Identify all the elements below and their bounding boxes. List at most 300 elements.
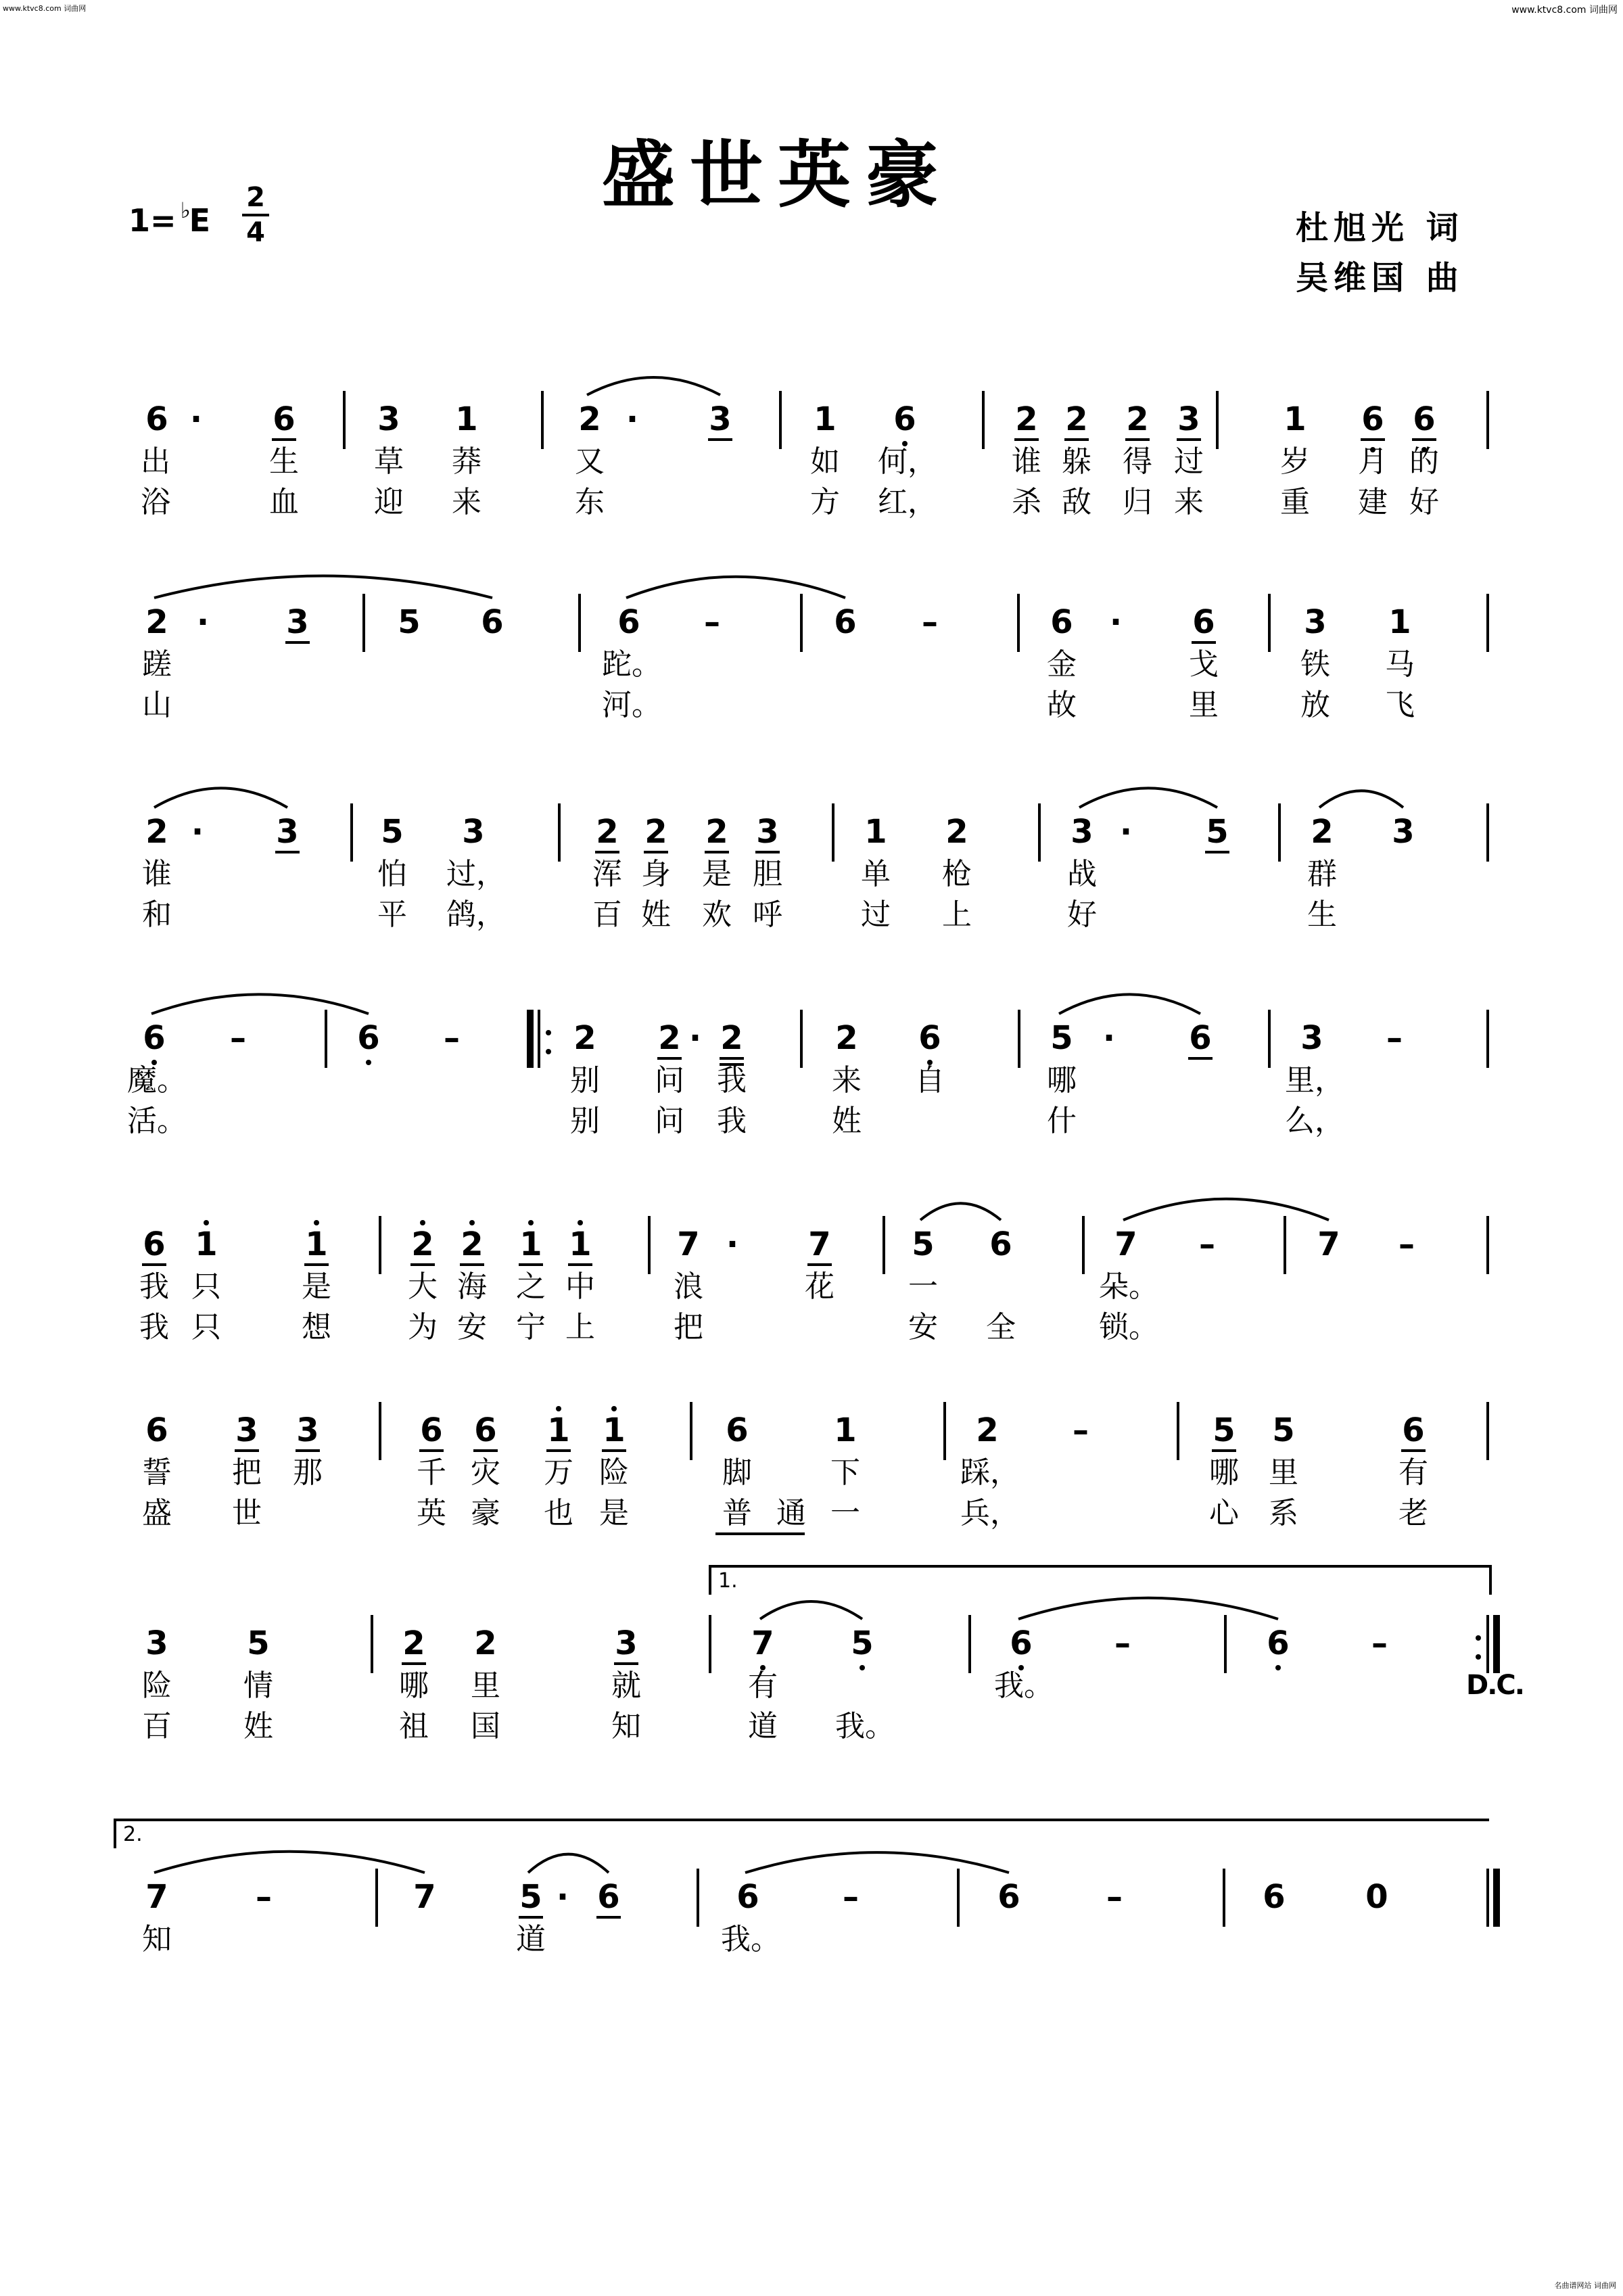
note: 3 bbox=[145, 1624, 168, 1662]
time-signature bbox=[242, 183, 269, 248]
note: 5 bbox=[398, 603, 421, 641]
note: – bbox=[1114, 1624, 1131, 1662]
lyric: 戈 bbox=[1189, 647, 1219, 682]
lyric: 胆 bbox=[753, 857, 782, 891]
lyric: 里 bbox=[1189, 688, 1219, 722]
lyric: 生 bbox=[269, 444, 299, 479]
note: · bbox=[688, 1019, 702, 1057]
underline bbox=[275, 851, 300, 853]
note: 6 bbox=[264, 399, 304, 440]
barline bbox=[779, 391, 782, 449]
underline bbox=[235, 1449, 259, 1452]
note: 2 bbox=[145, 813, 168, 851]
note: · bbox=[626, 400, 639, 438]
lyric: 英 bbox=[417, 1496, 446, 1530]
meter-numerator: 2 bbox=[246, 182, 265, 213]
lyric: 跎。 bbox=[602, 647, 661, 682]
barline bbox=[1268, 594, 1271, 652]
lyric: 情 bbox=[243, 1668, 273, 1703]
barline bbox=[697, 1869, 699, 1927]
lyric: 踩， bbox=[960, 1455, 1020, 1490]
underline bbox=[1014, 438, 1039, 441]
lyric: 里， bbox=[1285, 1063, 1344, 1098]
lyric: 道 bbox=[516, 1922, 546, 1957]
note: 1 bbox=[186, 1224, 227, 1265]
repeat-dot bbox=[546, 1049, 551, 1054]
note: 5 bbox=[1204, 1410, 1244, 1451]
barline bbox=[1278, 803, 1281, 862]
lyric: 为 bbox=[408, 1310, 438, 1344]
note: 6 bbox=[1263, 1878, 1286, 1916]
note: 3 bbox=[277, 602, 318, 642]
note: 7 bbox=[799, 1224, 840, 1265]
lyric: 怕 bbox=[377, 857, 407, 891]
lyric: 百 bbox=[142, 1709, 172, 1743]
note: 6 bbox=[989, 1225, 1012, 1263]
lyric: 和 bbox=[142, 897, 172, 932]
lyric: 有 bbox=[748, 1668, 778, 1703]
note: – bbox=[230, 1019, 246, 1057]
barline bbox=[1082, 1216, 1085, 1274]
underline bbox=[142, 1263, 166, 1266]
watermark-top-left: www.ktvc8.com 词曲网 bbox=[3, 4, 87, 13]
underline bbox=[1125, 438, 1150, 441]
lyric: 枪 bbox=[942, 857, 972, 891]
underline bbox=[595, 851, 619, 853]
note: 2 bbox=[1117, 399, 1158, 440]
octave-dot-low bbox=[366, 1060, 371, 1065]
staff-system bbox=[0, 1823, 1623, 2005]
underline bbox=[519, 1916, 543, 1919]
note: 6 bbox=[481, 603, 504, 641]
underline bbox=[1177, 438, 1201, 441]
underline bbox=[708, 438, 732, 441]
repeat-dot bbox=[1476, 1654, 1481, 1660]
note: · bbox=[1102, 1019, 1116, 1057]
barline-thick bbox=[1493, 1869, 1500, 1927]
octave-dot-high bbox=[578, 1220, 583, 1225]
note: 2 bbox=[1006, 399, 1047, 440]
staff-system bbox=[0, 764, 1623, 940]
underline bbox=[807, 1263, 832, 1266]
note: 6 bbox=[1050, 603, 1073, 641]
lyric: 豪 bbox=[471, 1496, 500, 1530]
note: 2 bbox=[452, 1224, 492, 1265]
lyric: 何， bbox=[878, 444, 937, 479]
lyric: 上 bbox=[565, 1310, 595, 1344]
barline bbox=[1216, 391, 1219, 449]
underline bbox=[473, 1449, 498, 1452]
lyric: 铁 bbox=[1300, 647, 1330, 682]
barline bbox=[541, 391, 544, 449]
lyric: 大 bbox=[408, 1269, 438, 1304]
underline bbox=[304, 1263, 329, 1266]
note: 6 bbox=[617, 603, 640, 641]
lyric: 我 bbox=[139, 1310, 169, 1344]
note: 1 bbox=[511, 1224, 551, 1265]
lyric: 得 bbox=[1123, 444, 1152, 479]
slur bbox=[1073, 770, 1224, 817]
barline bbox=[690, 1402, 692, 1460]
note: – bbox=[444, 1019, 460, 1057]
lyric: 安 bbox=[908, 1310, 938, 1344]
lyric: 我 bbox=[717, 1063, 747, 1098]
note: 7 bbox=[413, 1878, 436, 1916]
note: 6 bbox=[348, 1018, 389, 1058]
note: 2 bbox=[573, 1019, 596, 1057]
note: 2 bbox=[835, 1019, 858, 1057]
note: 3 bbox=[287, 1410, 328, 1451]
note: 7 bbox=[145, 1878, 168, 1916]
barline bbox=[1486, 1216, 1489, 1274]
note: 1 bbox=[455, 400, 478, 438]
volta-number: 2. bbox=[123, 1823, 143, 1846]
lyric: 战 bbox=[1067, 857, 1097, 891]
lyric: 宁 bbox=[516, 1310, 546, 1344]
note: – bbox=[843, 1878, 859, 1916]
lyric: 过 bbox=[1174, 444, 1204, 479]
note: 2 bbox=[474, 1624, 497, 1662]
lyric: 红， bbox=[878, 485, 937, 519]
lyric: 别 bbox=[570, 1063, 600, 1098]
note: – bbox=[1073, 1411, 1089, 1449]
note: 3 bbox=[1071, 813, 1093, 851]
note: 5 bbox=[511, 1877, 551, 1917]
repeat-dot bbox=[546, 1030, 551, 1035]
slur bbox=[147, 560, 499, 607]
barline bbox=[371, 1615, 373, 1673]
lyric: 盛 bbox=[142, 1496, 172, 1530]
note: 2 bbox=[697, 812, 737, 852]
note: 6 bbox=[997, 1878, 1020, 1916]
lyric: 好 bbox=[1409, 485, 1439, 519]
underline bbox=[460, 1263, 484, 1266]
lyric: 锁。 bbox=[1099, 1310, 1158, 1344]
lyric: 身 bbox=[641, 857, 671, 891]
lyric: 安 bbox=[457, 1310, 487, 1344]
lyric: 一 bbox=[908, 1269, 938, 1304]
note: 6 bbox=[465, 1410, 506, 1451]
octave-dot-high bbox=[611, 1406, 617, 1411]
lyric: 里 bbox=[471, 1668, 500, 1703]
lyric: 道 bbox=[748, 1709, 778, 1743]
octave-dot-high bbox=[204, 1220, 209, 1225]
lyric: 过 bbox=[861, 897, 891, 932]
lyric: 飞 bbox=[1385, 688, 1415, 722]
staff-system bbox=[0, 1177, 1623, 1353]
barline bbox=[538, 1010, 540, 1068]
underline bbox=[1205, 851, 1229, 853]
lyric: 是 bbox=[702, 857, 732, 891]
lyric: 放 bbox=[1300, 688, 1330, 722]
underline bbox=[614, 1662, 638, 1665]
lyric: 么， bbox=[1285, 1104, 1344, 1138]
slur bbox=[1052, 976, 1207, 1023]
note: 7 bbox=[743, 1623, 783, 1664]
lyric: 草 bbox=[374, 444, 404, 479]
underline bbox=[402, 1662, 426, 1665]
note: 3 bbox=[606, 1623, 646, 1664]
note: – bbox=[1199, 1225, 1215, 1263]
lyric: 世 bbox=[232, 1496, 262, 1530]
lyric: 心 bbox=[1209, 1496, 1239, 1530]
note: 6 bbox=[411, 1410, 452, 1451]
note: 3 bbox=[1169, 399, 1209, 440]
note: 1 bbox=[538, 1410, 579, 1451]
note: 2 bbox=[711, 1018, 752, 1058]
lyric: 血 bbox=[269, 485, 299, 519]
barline bbox=[1223, 1869, 1225, 1927]
barline-thick bbox=[1493, 1615, 1500, 1673]
repeat-dot bbox=[1476, 1635, 1481, 1641]
barline bbox=[558, 803, 561, 862]
note: · bbox=[189, 400, 203, 438]
composer-credit: 吴维国 曲 bbox=[1296, 259, 1464, 297]
lyric: 鸽， bbox=[446, 897, 506, 932]
barline bbox=[800, 1010, 803, 1068]
note: 2 bbox=[1311, 813, 1334, 851]
note: 1 bbox=[296, 1224, 337, 1265]
underline bbox=[1412, 438, 1436, 441]
octave-dot-low bbox=[1275, 1665, 1281, 1670]
lyric: 什 bbox=[1047, 1104, 1077, 1138]
underline bbox=[602, 1449, 626, 1452]
lyric: 险 bbox=[599, 1455, 629, 1490]
lyric: 东 bbox=[575, 485, 605, 519]
lyric: 老 bbox=[1398, 1496, 1428, 1530]
lyric: 我。 bbox=[835, 1709, 895, 1743]
staff-system bbox=[0, 1363, 1623, 1539]
octave-dot-high bbox=[469, 1220, 475, 1225]
volta-bracket bbox=[709, 1565, 1492, 1595]
lyric: 只 bbox=[191, 1269, 221, 1304]
watermark-top-right: www.ktvc8.com 词曲网 bbox=[1511, 5, 1618, 16]
note: 6 bbox=[1404, 399, 1444, 440]
lyric: 躲 bbox=[1062, 444, 1091, 479]
slur bbox=[1116, 1182, 1336, 1229]
key-note: E bbox=[189, 202, 211, 239]
lyric: 上 bbox=[942, 897, 972, 932]
lyric-underline bbox=[715, 1532, 805, 1535]
underline bbox=[1192, 641, 1216, 644]
lyric: 想 bbox=[302, 1310, 331, 1344]
note: 6 bbox=[885, 399, 925, 440]
note: 2 bbox=[1056, 399, 1097, 440]
lyric: 过， bbox=[446, 857, 506, 891]
lyric: 知 bbox=[142, 1922, 172, 1957]
lyric: 是 bbox=[302, 1269, 331, 1304]
note: 2 bbox=[649, 1018, 690, 1058]
barline bbox=[343, 391, 346, 449]
barline-thick bbox=[527, 1010, 534, 1068]
note: 6 bbox=[1001, 1623, 1041, 1664]
lyric: 险 bbox=[142, 1668, 172, 1703]
octave-dot-low bbox=[860, 1665, 865, 1670]
underline bbox=[1064, 438, 1089, 441]
volta-bracket bbox=[114, 1819, 1489, 1848]
underline bbox=[519, 1263, 543, 1266]
note: 2 bbox=[145, 603, 168, 641]
barline bbox=[1268, 1010, 1271, 1068]
lyric: 浴 bbox=[141, 485, 170, 519]
lyric: 誓 bbox=[142, 1455, 172, 1490]
note: 5 bbox=[1050, 1019, 1073, 1057]
note: 3 bbox=[1300, 1019, 1323, 1057]
barline bbox=[1017, 594, 1020, 652]
note: 3 bbox=[227, 1410, 267, 1451]
lyric: 之 bbox=[516, 1269, 546, 1304]
lyric: 蹉 bbox=[142, 647, 172, 682]
note: 2 bbox=[636, 812, 676, 852]
note: – bbox=[922, 603, 938, 641]
lyric: 只 bbox=[191, 1310, 221, 1344]
lyric: 呼 bbox=[753, 897, 782, 932]
lyric: 出 bbox=[141, 444, 170, 479]
note: 1 bbox=[594, 1410, 634, 1451]
barline bbox=[379, 1216, 381, 1274]
note: 7 bbox=[1317, 1225, 1340, 1263]
lyric: 重 bbox=[1280, 485, 1310, 519]
lyric: 花 bbox=[805, 1269, 834, 1304]
underline bbox=[1188, 1057, 1213, 1060]
barline bbox=[648, 1216, 651, 1274]
lyric: 我 bbox=[139, 1269, 169, 1304]
lyric: 把 bbox=[674, 1310, 703, 1344]
note: – bbox=[1398, 1225, 1415, 1263]
octave-dot-high bbox=[556, 1406, 561, 1411]
note: 3 bbox=[1304, 603, 1327, 641]
lyric: 把 bbox=[232, 1455, 262, 1490]
note: 5 bbox=[381, 813, 404, 851]
volta-number: 1. bbox=[718, 1569, 738, 1593]
lyric: 平 bbox=[377, 897, 407, 932]
slur bbox=[1313, 770, 1410, 817]
underline bbox=[755, 851, 780, 853]
note: · bbox=[726, 1225, 739, 1263]
underline bbox=[596, 1916, 621, 1919]
lyric: 哪 bbox=[1047, 1063, 1077, 1098]
barline bbox=[1486, 1010, 1489, 1068]
lyric: 杀 bbox=[1012, 485, 1041, 519]
slur bbox=[619, 560, 852, 607]
underline bbox=[285, 641, 310, 644]
barline bbox=[943, 1402, 946, 1460]
meter-line bbox=[242, 214, 269, 216]
note: 6 bbox=[1258, 1623, 1298, 1664]
lyric: 朵。 bbox=[1099, 1269, 1158, 1304]
barline bbox=[1018, 1010, 1020, 1068]
underline bbox=[1212, 1449, 1236, 1452]
dc-marking: D.C. bbox=[1466, 1670, 1524, 1701]
lyric: 如 bbox=[810, 444, 840, 479]
note: – bbox=[704, 603, 720, 641]
note: 2 bbox=[394, 1623, 434, 1664]
underline bbox=[568, 1263, 592, 1266]
note: 5 bbox=[912, 1225, 935, 1263]
lyric: 祖 bbox=[399, 1709, 429, 1743]
lyric: 魔。 bbox=[127, 1063, 187, 1098]
barline bbox=[1486, 1869, 1489, 1927]
lyric: 浑 bbox=[592, 857, 622, 891]
barline bbox=[883, 1216, 885, 1274]
slur bbox=[914, 1182, 1008, 1229]
lyric: 谁 bbox=[142, 857, 172, 891]
barline bbox=[1486, 1615, 1489, 1673]
lyric: 万 bbox=[544, 1455, 573, 1490]
octave-dot-high bbox=[420, 1220, 425, 1225]
lyric: 来 bbox=[832, 1063, 862, 1098]
lyric: 中 bbox=[565, 1269, 595, 1304]
barline bbox=[968, 1615, 971, 1673]
lyric: 全 bbox=[986, 1310, 1016, 1344]
barline bbox=[1486, 594, 1489, 652]
lyric: 敌 bbox=[1062, 485, 1091, 519]
note: 6 bbox=[736, 1878, 759, 1916]
lyric: 马 bbox=[1385, 647, 1415, 682]
lyric: 系 bbox=[1269, 1496, 1298, 1530]
note: 1 bbox=[1388, 603, 1411, 641]
note: 0 bbox=[1365, 1878, 1388, 1916]
lyric: 建 bbox=[1358, 485, 1388, 519]
barline bbox=[379, 1402, 381, 1460]
underline bbox=[1361, 438, 1385, 441]
barline bbox=[578, 594, 581, 652]
note: 6 bbox=[145, 1411, 168, 1449]
lyric: 国 bbox=[471, 1709, 500, 1743]
lyric: 我。 bbox=[721, 1922, 780, 1957]
lyric: 通 bbox=[776, 1496, 806, 1530]
lyric: 岁 bbox=[1280, 444, 1310, 479]
lyric: 脚 bbox=[722, 1455, 752, 1490]
underline bbox=[720, 1057, 744, 1060]
note: 5 bbox=[247, 1624, 270, 1662]
lyricist-credit: 杜旭光 词 bbox=[1296, 209, 1464, 247]
lyric: 来 bbox=[452, 485, 481, 519]
lyric: 是 bbox=[599, 1496, 629, 1530]
note: 7 bbox=[677, 1225, 700, 1263]
lyric: 有 bbox=[1398, 1455, 1428, 1490]
lyric: 生 bbox=[1307, 897, 1337, 932]
flat-sign: ♭ bbox=[180, 197, 191, 223]
lyric: 里 bbox=[1269, 1455, 1298, 1490]
barline bbox=[1486, 1402, 1489, 1460]
lyric: 故 bbox=[1047, 688, 1077, 722]
barline bbox=[982, 391, 985, 449]
note: 2 bbox=[976, 1411, 999, 1449]
note: – bbox=[1386, 1019, 1403, 1057]
octave-dot-high bbox=[528, 1220, 534, 1225]
barline bbox=[1177, 1402, 1179, 1460]
lyric: 谁 bbox=[1012, 444, 1041, 479]
song-title: 盛世英豪 bbox=[601, 133, 954, 218]
lyric: 普 bbox=[722, 1496, 752, 1530]
staff-system bbox=[0, 970, 1623, 1146]
lyric: 哪 bbox=[1209, 1455, 1239, 1490]
note: 2 bbox=[578, 400, 601, 438]
staff-system bbox=[0, 352, 1623, 528]
staff-system bbox=[0, 1569, 1623, 1752]
lyric: 群 bbox=[1307, 857, 1337, 891]
barline bbox=[1486, 391, 1489, 449]
lyric: 月 bbox=[1358, 444, 1388, 479]
lyric: 就 bbox=[611, 1668, 641, 1703]
note: 1 bbox=[834, 1411, 857, 1449]
lyric: 浪 bbox=[674, 1269, 703, 1304]
lyric: 归 bbox=[1123, 485, 1152, 519]
lyric: 迎 bbox=[374, 485, 404, 519]
note: · bbox=[1109, 603, 1123, 641]
note: – bbox=[1371, 1624, 1388, 1662]
